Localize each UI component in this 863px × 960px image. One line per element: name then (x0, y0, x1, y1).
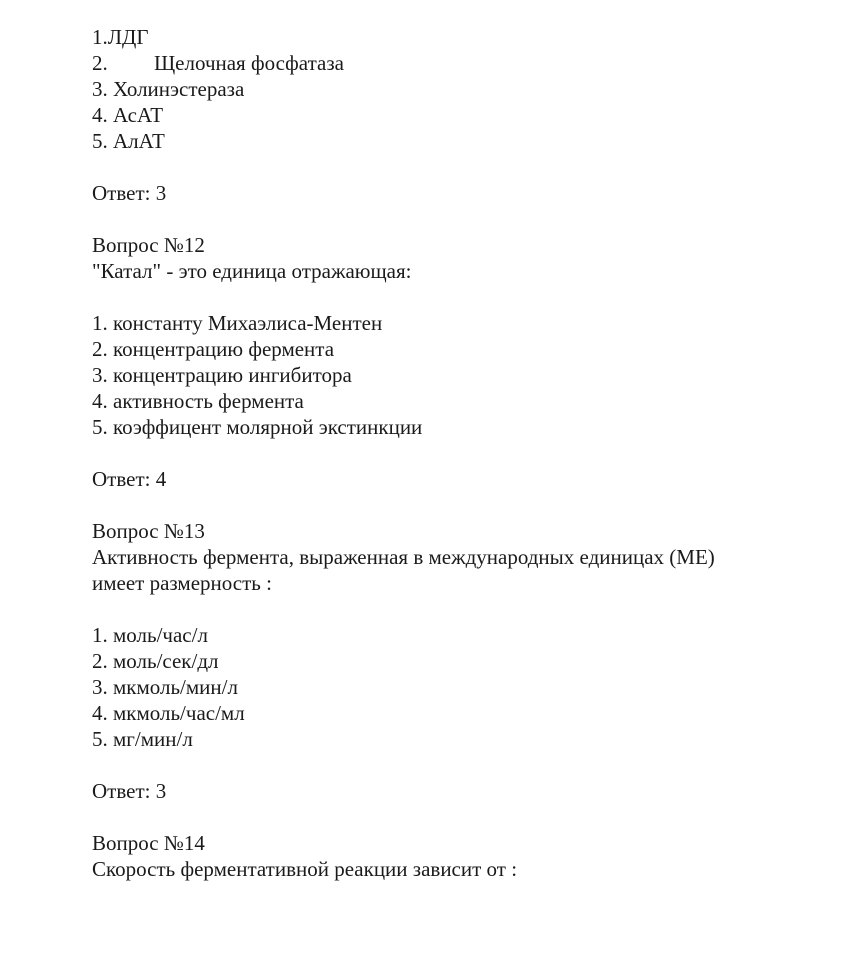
answer-11: Ответ: 3 (92, 181, 167, 205)
option-3: 3. мкмоль/мин/л (92, 675, 238, 699)
option-5: 5. АлАТ (92, 129, 165, 153)
document-page (92, 24, 832, 882)
option-5: 5. мг/мин/л (92, 727, 193, 751)
question-11-options (92, 24, 832, 154)
option-1: 1. константу Михаэлиса-Ментен (92, 311, 383, 335)
option-5: 5. коэффицент молярной экстинкции (92, 415, 423, 439)
question-13-text-line-1: Активность фермента, выраженная в международных единицах (МЕ) (92, 545, 715, 569)
question-14-title: Вопрос №14 (92, 831, 205, 855)
option-3: 3. Холинэстераза (92, 77, 245, 101)
question-12-title: Вопрос №12 (92, 233, 205, 257)
option-2: 2. моль/сек/дл (92, 649, 219, 673)
option-2: 2. концентрацию фермента (92, 337, 335, 361)
answer-13: Ответ: 3 (92, 779, 167, 803)
option-1: 1. моль/час/л (92, 623, 208, 647)
question-12-text: "Катал" - это единица отражающая: (92, 259, 412, 283)
option-2: 2. Щелочная фосфатаза (92, 51, 344, 75)
option-4: 4. мкмоль/час/мл (92, 701, 245, 725)
option-3: 3. концентрацию ингибитора (92, 363, 352, 387)
option-1: 1.ЛДГ (92, 25, 149, 49)
option-4: 4. АсАТ (92, 103, 164, 127)
option-4: 4. активность фермента (92, 389, 304, 413)
question-14-text: Скорость ферментативной реакции зависит от : (92, 857, 518, 881)
question-13-options (92, 622, 832, 752)
question-12-options (92, 310, 832, 440)
question-13-title: Вопрос №13 (92, 519, 205, 543)
question-13-text-line-2: имеет размерность : (92, 571, 272, 595)
answer-12: Ответ: 4 (92, 467, 167, 491)
